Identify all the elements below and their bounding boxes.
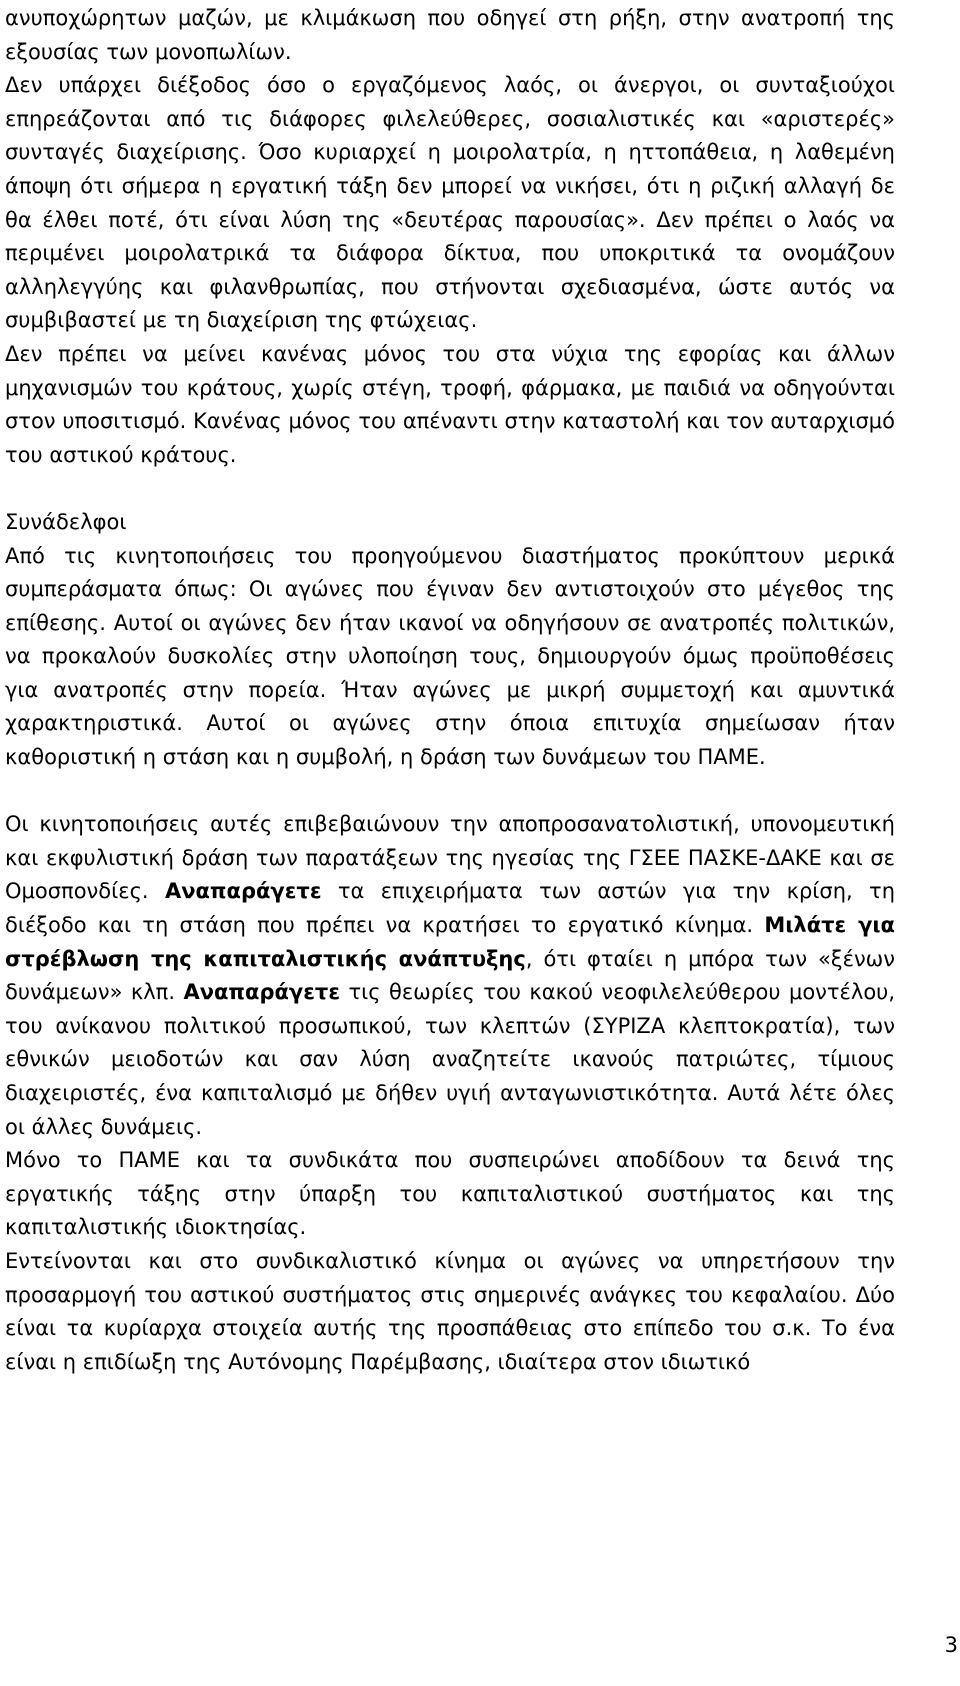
paragraph-5-text-c: τα επιχειρήματα των αστών για την κρίση, τη διέξοδο και τη στάση που πρέπει να κρατήσει το εργατικό κίνημα. [5,879,895,938]
bold-phrase-distortion: Μιλάτε για στρέβλωση της καπιταλιστικής ανάπτυξης [5,913,895,971]
paragraph-gap [5,775,895,809]
paragraph-1: ανυποχώρητων μαζών, με κλιμάκωση που οδηγεί στη ρήξη, στην ανατροπή της εξουσίας των μονοπωλίων. [5,6,895,64]
salutation-heading: Συνάδελφοι [5,509,127,534]
paragraph-3: Δεν πρέπει να μείνει κανένας μόνος του στα νύχια της εφορίας και άλλων μηχανισμών του κράτους, χωρίς στέγη, τροφή, φάρμακα, με παιδιά να οδηγούνται στον υποσιτισμό. Κανένας μόνος του απέναντι στην καταστολή και τον αυταρχισμό του αστικού κράτους. [5,341,895,467]
paragraph-5-text-a: Οι κινητοποιήσεις αυτές επιβεβαιώνουν την αποπροσανατολιστική, υπονομευτική και εκφυλιστική δράση των παρατάξεων της ηγεσίας της ΓΣΕΕ ΠΑΣΚΕ-ΔΑΚΕ και σε Ομοσπονδίες. [5,812,895,904]
paragraph-gap [5,472,895,506]
paragraph-5 [5,808,895,1144]
page-number: 3 [944,1633,958,1657]
document-body [5,2,895,1379]
paragraph-2: Δεν υπάρχει διέξοδος όσο ο εργαζόμενος λαός, οι άνεργοι, οι συνταξιούχοι επηρεάζονται από τις διάφορες φιλελεύθερες, σοσιαλιστικές και «αριστερές» συνταγές διαχείρισης. Όσο κυριαρχεί η μοιρολατρία, η ηττοπάθεια, η λαθεμένη άποψη ότι σήμερα η εργατική τάξη δεν μπορεί να νικήσει, ότι η ριζική αλλαγή δε θα έλθει ποτέ, ότι είναι λύση της «δευτέρας παρουσίας». Δεν πρέπει ο λαός να περιμένει μοιρολατρικά τα διάφορα δίκτυα, που υποκριτικά τα ονομάζουν αλληλεγγύης και φιλανθρωπίας, που στήνονται σχεδιασμένα, ώστε αυτός να συμβιβαστεί με τη διαχείριση της φτώχειας. [5,73,895,333]
paragraph-5-text-e: τις θεωρίες του κακού νεοφιλελεύθερου μοντέλου, του ανίκανου πολιτικού προσωπικού, των κλεπτών (ΣΥΡΙΖΑ κλεπτοκρατία), των εθνικών μειοδοτών και σαν λύση αναζητείτε ικανούς πατριώτες, τίμιους διαχειριστές, ένα καπιταλισμό με δήθεν υγιή ανταγωνιστικότητα. Αυτά λέτε όλες οι άλλες δυνάμεις. [5,980,895,1139]
bold-phrase-reproduce-2: Αναπαράγετε [183,980,341,1005]
paragraph-5-text-d: , ότι φταίει η μπόρα των «ξένων δυνάμεων» κλπ. [5,946,895,1005]
paragraph-4: Από τις κινητοποιήσεις του προηγούμενου διαστήματος προκύπτουν μερικά συμπεράσματα όπως: Οι αγώνες που έγιναν δεν αντιστοιχούν στο μέγεθος της επίθεσης. Αυτοί οι αγώνες δεν ήταν ικανοί να οδηγήσουν σε ανατροπές πολιτικών, να προκαλούν δυσκολίες στην υλοποίηση τους, δημιουργούν όμως προϋποθέσεις για ανατροπές στην πορεία. Ήταν αγώνες με μικρή συμμετοχή και αμυντικά χαρακτηριστικά. Αυτοί οι αγώνες στην όποια επιτυχία σημείωσαν ήταν καθοριστική η στάση και η συμβολή, η δράση των δυνάμεων του ΠΑΜΕ. [5,543,895,770]
paragraph-6: Μόνο το ΠΑΜΕ και τα συνδικάτα που συσπειρώνει αποδίδουν τα δεινά της εργατικής τάξης στην ύπαρξη του καπιταλιστικού συστήματος και της καπιταλιστικής ιδιοκτησίας. [5,1148,895,1240]
bold-phrase-reproduce-1: Αναπαράγετε [164,879,322,904]
paragraph-7: Εντείνονται και στο συνδικαλιστικό κίνημα οι αγώνες να υπηρετήσουν την προσαρμογή του αστικού συστήματος στις σημερινές ανάγκες του κεφαλαίου. Δύο είναι τα κυρίαρχα στοιχεία αυτής της προσπάθειας στο επίπεδο του σ.κ. Το ένα είναι η επιδίωξη της Αυτόνομης Παρέμβασης, ιδιαίτερα στον ιδιωτικό [5,1248,895,1374]
